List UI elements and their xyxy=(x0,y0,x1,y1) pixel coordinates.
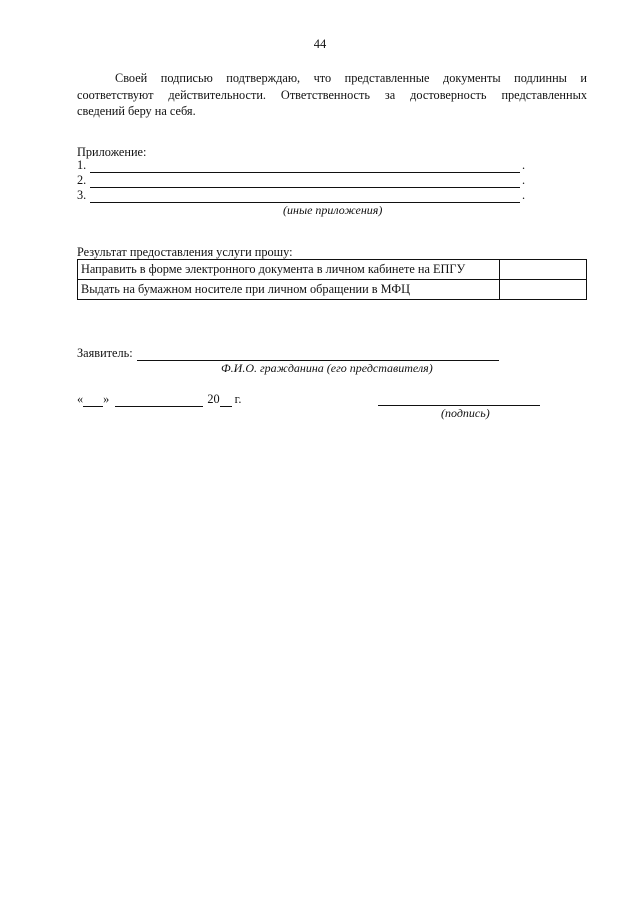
date-close-quote: » xyxy=(103,392,110,406)
table-row xyxy=(78,280,587,300)
date-row xyxy=(77,392,241,407)
attachment-end-mark: . xyxy=(522,188,526,202)
applicant-row xyxy=(77,346,499,361)
attachment-end-mark: . xyxy=(522,158,526,172)
other-attachments-caption: (иные приложения) xyxy=(283,203,383,217)
confirmation-line-2: соответствуют действительности. Ответственность за достоверность представленных xyxy=(77,87,587,102)
date-year-line[interactable] xyxy=(220,394,232,407)
applicant-fio-caption: Ф.И.О. гражданина (его представителя) xyxy=(221,361,433,375)
attachment-number: 2. xyxy=(77,173,87,187)
result-title: Результат предоставления услуги прошу: xyxy=(77,245,293,259)
result-option-electronic-checkbox[interactable] xyxy=(500,260,587,280)
attachment-number: 3. xyxy=(77,188,87,202)
result-option-paper-checkbox[interactable] xyxy=(500,280,587,300)
attachment-input-line[interactable] xyxy=(90,160,520,173)
date-day-line[interactable] xyxy=(83,394,103,407)
table-row xyxy=(78,260,587,280)
attachment-number: 1. xyxy=(77,158,87,172)
result-options-table xyxy=(77,259,587,300)
attachment-row-2 xyxy=(77,173,527,188)
confirmation-paragraph xyxy=(77,70,587,120)
attachment-input-line[interactable] xyxy=(90,175,520,188)
date-year-prefix: 20 xyxy=(207,392,220,406)
date-open-quote: « xyxy=(77,392,84,406)
date-year-suffix: г. xyxy=(231,392,242,406)
attachment-end-mark: . xyxy=(522,173,526,187)
confirmation-line-1: Своей подписью подтверждаю, что представленные документы подлинны и xyxy=(115,71,587,85)
page-number: 44 xyxy=(313,37,327,51)
result-option-electronic: Направить в форме электронного документа в личном кабинете на ЕПГУ xyxy=(78,260,500,280)
date-month-line[interactable] xyxy=(115,394,203,407)
attachments-title: Приложение: xyxy=(77,145,147,159)
attachment-row-1 xyxy=(77,158,527,173)
signature-line[interactable] xyxy=(378,392,540,406)
applicant-name-line[interactable] xyxy=(137,347,499,361)
signature-caption: (подпись) xyxy=(441,406,490,420)
confirmation-line-3: сведений беру на себя. xyxy=(77,104,196,118)
attachment-row-3 xyxy=(77,188,527,203)
attachment-input-line[interactable] xyxy=(90,190,520,203)
result-option-paper: Выдать на бумажном носителе при личном обращении в МФЦ xyxy=(78,280,500,300)
applicant-label: Заявитель: xyxy=(77,346,133,360)
